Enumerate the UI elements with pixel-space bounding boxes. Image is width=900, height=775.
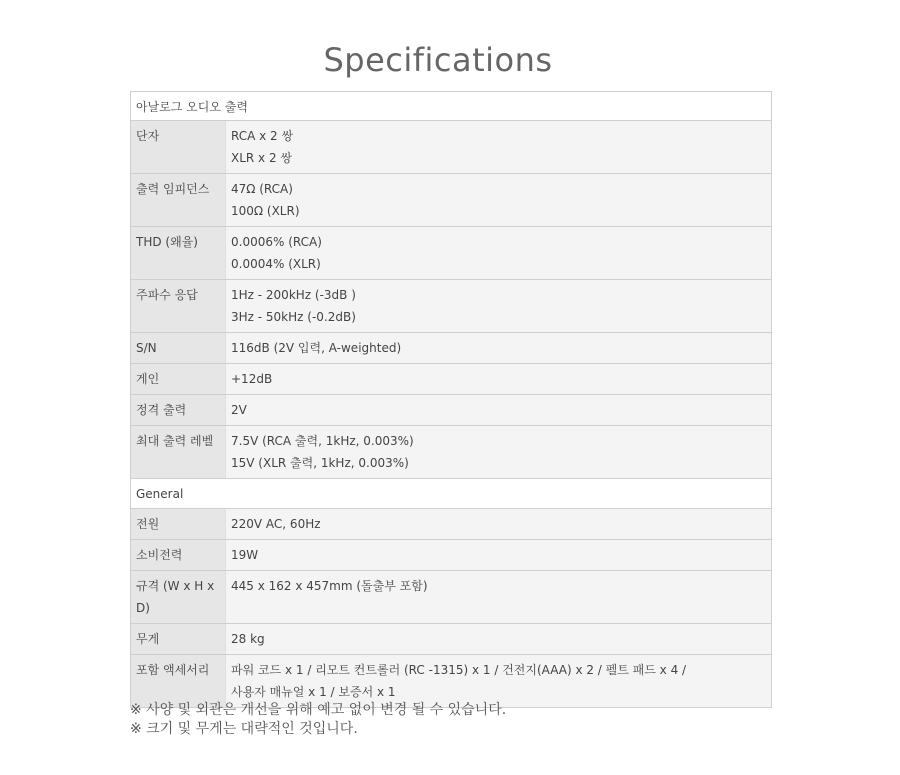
row-label: THD (왜율) [131,227,225,279]
row-value: 220V AC, 60Hz [225,509,771,539]
row-label: 전원 [131,509,225,539]
row-label: 포함 액세서리 [131,655,225,707]
row-value: 28 kg [225,624,771,654]
section-header-general: General [131,479,771,509]
row-value: +12dB [225,364,771,394]
page-title: Specifications [323,41,553,80]
row-value: 파워 코드 x 1 / 리모트 컨트롤러 (RC -1315) x 1 / 건전지(AAA) x 2 / 펠트 패드 x 4 / 사용자 매뉴얼 x 1 / 보증서 x 1 [225,655,771,707]
row-label: 정격 출력 [131,395,225,425]
table-row [131,121,771,174]
row-value: 116dB (2V 입력, A-weighted) [225,333,771,363]
table-row [131,227,771,280]
table-row [131,509,771,540]
row-value: 47Ω (RCA) 100Ω (XLR) [225,174,771,226]
row-label: 무게 [131,624,225,654]
row-label: 단자 [131,121,225,173]
row-value: 19W [225,540,771,570]
spec-table [130,91,772,708]
table-row [131,655,771,707]
row-label: 소비전력 [131,540,225,570]
notes [130,701,506,739]
table-row [131,174,771,227]
row-value: 7.5V (RCA 출력, 1kHz, 0.003%) 15V (XLR 출력, 1kHz, 0.003%) [225,426,771,478]
row-value: RCA x 2 쌍 XLR x 2 쌍 [225,121,771,173]
section-header-analog: 아날로그 오디오 출력 [131,92,771,121]
row-value: 0.0006% (RCA) 0.0004% (XLR) [225,227,771,279]
row-label: 게인 [131,364,225,394]
table-row [131,426,771,479]
note-line: ※ 크기 및 무게는 대략적인 것입니다. [130,721,358,737]
row-value: 445 x 162 x 457mm (돌출부 포함) [225,571,771,623]
row-label: 출력 임피던스 [131,174,225,226]
row-label: 규격 (W x H x D) [131,571,225,623]
row-label: S/N [131,333,225,363]
table-row [131,333,771,364]
row-value: 2V [225,395,771,425]
row-label: 주파수 응답 [131,280,225,332]
note-line: ※ 사양 및 외관은 개선을 위해 예고 없이 변경 될 수 있습니다. [130,702,507,718]
table-row [131,280,771,333]
row-value: 1Hz - 200kHz (-3dB ) 3Hz - 50kHz (-0.2dB) [225,280,771,332]
table-row [131,624,771,655]
row-label: 최대 출력 레벨 [131,426,225,478]
table-row [131,571,771,624]
table-row [131,540,771,571]
table-row [131,395,771,426]
table-row [131,364,771,395]
